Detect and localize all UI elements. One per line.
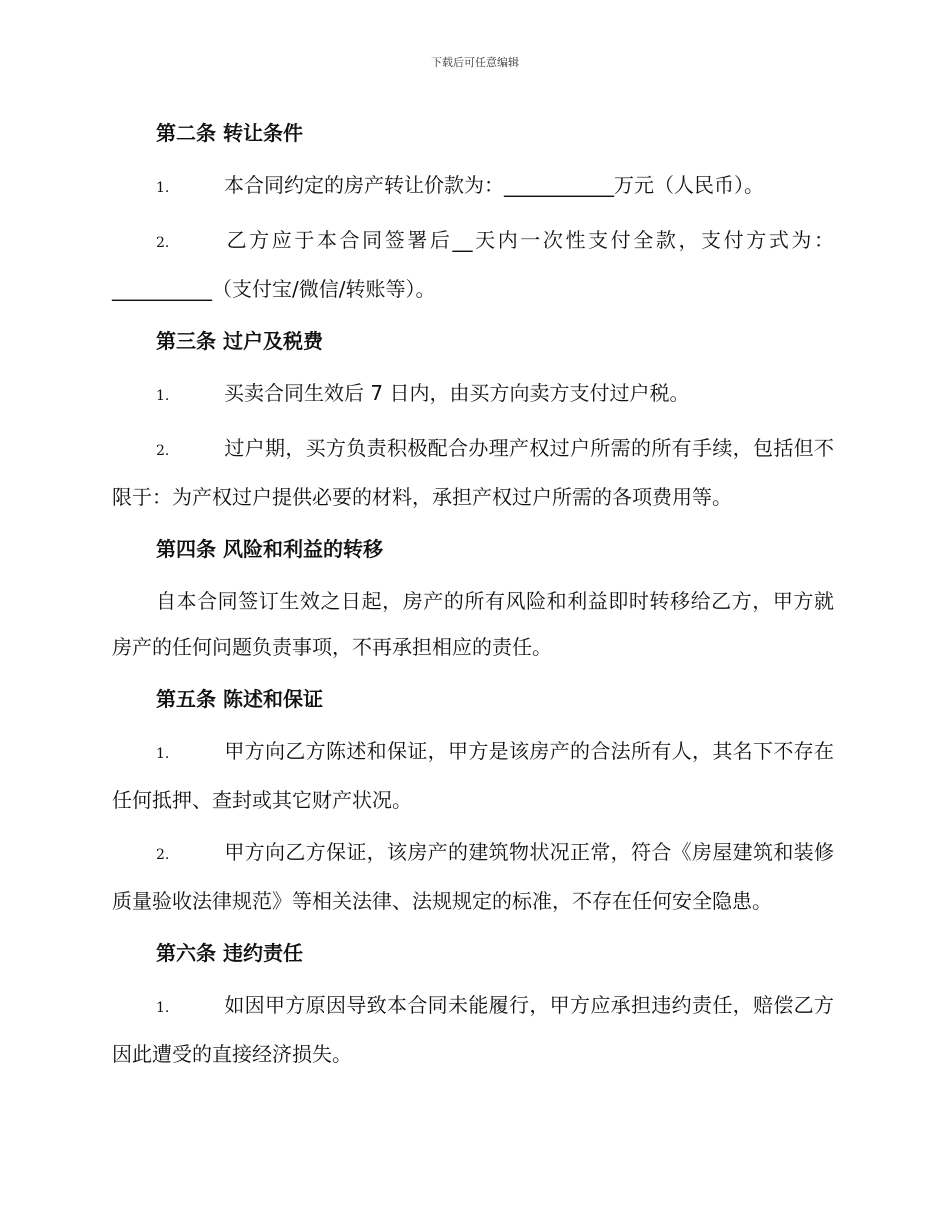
- clause-number: 1.: [156, 746, 170, 762]
- clause-paragraph: [112, 829, 834, 924]
- section-heading: 第三条 过户及税费: [156, 329, 323, 353]
- clause-text: 过户期，买方负责积极配合办理产权过户所需的所有手续，包括但不限于：为产权过户提供必要的材料，承担产权过户所需的各项费用等。: [112, 436, 834, 509]
- clause-text: 如因甲方原因导致本合同未能履行，甲方应承担违约责任，赔偿乙方因此遭受的直接经济损失。: [112, 993, 834, 1066]
- clause-text: 买卖合同生效后 7 日内，由买方向卖方支付过户税。: [224, 381, 690, 405]
- document-body: [112, 110, 834, 1083]
- clause-paragraph: [112, 982, 834, 1077]
- clause-number: 1.: [156, 388, 170, 404]
- section-heading: 第六条 违约责任: [156, 941, 303, 965]
- clause-paragraph: [112, 162, 834, 211]
- clause-number: 2.: [156, 847, 170, 863]
- clause-number: 2.: [156, 235, 170, 251]
- section-heading: 第四条 风险和利益的转移: [156, 537, 383, 561]
- clause-number: 1.: [156, 180, 170, 196]
- clause-paragraph: [112, 425, 834, 520]
- clause-text: 甲方向乙方保证，该房产的建筑物状况正常，符合《房屋建筑和装修质量验收法律规范》等相关法律、法规规定的标准，不存在任何安全隐患。: [112, 840, 834, 913]
- clause-paragraph: [112, 217, 834, 312]
- clause-text: 乙方应于本合同签署后__天内一次性支付全款，支付方式为：__________（支付宝/微信/转账等）。: [112, 228, 834, 301]
- clause-text: 甲方向乙方陈述和保证，甲方是该房产的合法所有人，其名下不存在任何抵押、查封或其它财产状况。: [112, 739, 834, 812]
- section-heading: 第五条 陈述和保证: [156, 687, 323, 711]
- section-heading: 第二条 转让条件: [156, 121, 303, 145]
- clause-number: 1.: [156, 1000, 170, 1016]
- clause-paragraph: [112, 728, 834, 823]
- clause-number: 2.: [156, 443, 170, 459]
- clause-paragraph: [112, 370, 834, 419]
- clause-text: 本合同约定的房产转让价款为：___________万元（人民币）。: [224, 173, 764, 197]
- section-paragraph: 自本合同签订生效之日起，房产的所有风险和利益即时转移给乙方，甲方就房产的任何问题负责事项，不再承担相应的责任。: [112, 589, 834, 659]
- page-header: 下载后可任意编辑: [431, 56, 519, 69]
